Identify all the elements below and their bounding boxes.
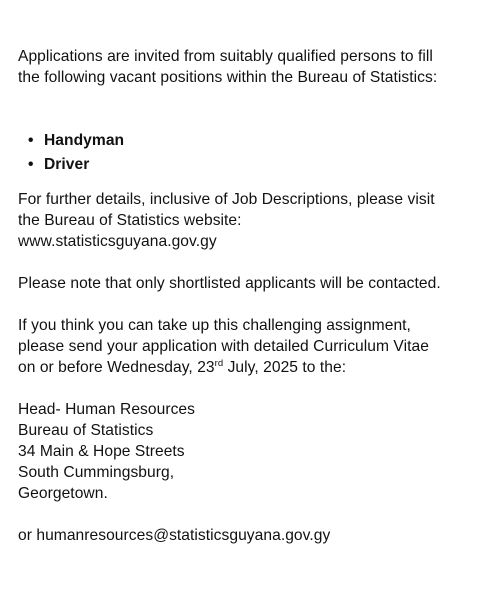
submission-paragraph <box>18 315 488 378</box>
position-item-driver <box>18 153 488 177</box>
website-address: www.statisticsguyana.gov.gy <box>18 233 217 250</box>
submission-line-2: please send your application with detailed Curriculum Vitae <box>18 338 429 355</box>
details-paragraph <box>18 189 488 252</box>
vacancy-notice <box>18 46 488 546</box>
email-paragraph <box>18 525 488 546</box>
details-line-1: For further details, inclusive of Job Descriptions, please visit <box>18 191 435 208</box>
intro-line-1: Applications are invited from suitably qualified persons to fill <box>18 48 433 65</box>
positions-list <box>18 129 488 177</box>
deadline-prefix: on or before Wednesday, 23 <box>18 359 215 376</box>
address-line-4: South Cummingsburg, <box>18 464 175 481</box>
intro-paragraph <box>18 46 488 88</box>
position-item-handyman <box>18 129 488 153</box>
deadline-ordinal: rd <box>214 357 224 369</box>
intro-line-2: the following vacant positions within the Bureau of Statistics: <box>18 69 438 86</box>
address-line-2: Bureau of Statistics <box>18 422 154 439</box>
deadline-suffix: July, 2025 to the: <box>223 359 347 376</box>
address-line-5: Georgetown. <box>18 485 108 502</box>
bullet-icon: • <box>28 156 34 173</box>
address-line-1: Head- Human Resources <box>18 401 195 418</box>
submission-line-1: If you think you can take up this challenging assignment, <box>18 317 411 334</box>
address-line-3: 34 Main & Hope Streets <box>18 443 185 460</box>
position-title: Driver <box>44 156 90 173</box>
details-line-2: the Bureau of Statistics website: <box>18 212 242 229</box>
position-title: Handyman <box>44 132 125 149</box>
shortlist-note-text: Please note that only shortlisted applicants will be contacted. <box>18 275 441 292</box>
email-address: or humanresources@statisticsguyana.gov.gy <box>18 527 331 544</box>
shortlist-note <box>18 273 488 294</box>
submission-line-3 <box>18 357 488 378</box>
mailing-address <box>18 399 488 504</box>
bullet-icon: • <box>28 132 34 149</box>
